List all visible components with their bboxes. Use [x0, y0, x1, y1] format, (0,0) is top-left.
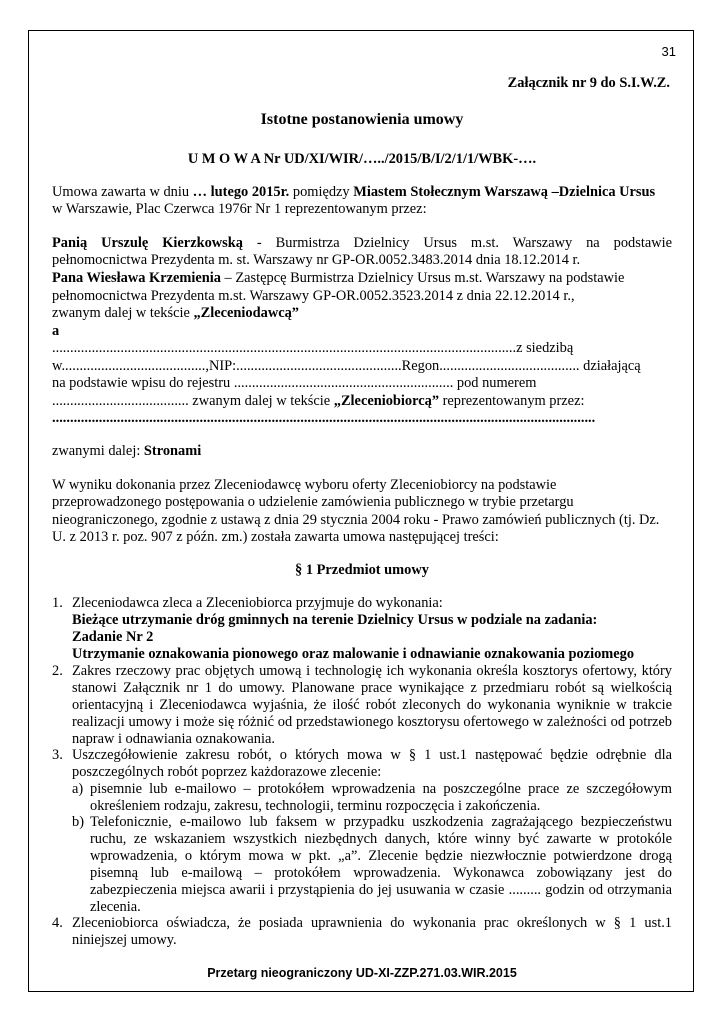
contractor-line-1: .................................................................................................................................z siedzibą: [52, 340, 574, 356]
item-3-text: Uszczegółowienie zakresu robót, o których mowa w § 1 ust.1 następować będzie odrębnie dla poszczególnych robót poprzez każdorazowe zlecenie:: [72, 747, 672, 780]
item-number: 2.: [52, 663, 63, 679]
item-number: 1.: [52, 595, 63, 611]
rep2-line-3: zwanym dalej w tekście „Zleceniodawcą”: [52, 305, 299, 321]
item-1-text: Zleceniodawca zleca a Zleceniobiorca przyjmuje do wykonania:: [72, 595, 443, 611]
sub-item-letter: b): [72, 814, 84, 830]
attachment-label: Załącznik nr 9 do S.I.W.Z.: [507, 75, 670, 91]
item-1-bold-1: Bieżące utrzymanie dróg gminnych na terenie Dzielnicy Ursus w podziale na zadania:: [72, 612, 598, 628]
parties-line: zwanymi dalej: Stronami: [52, 443, 202, 459]
item-1-bold-3: Utrzymanie oznakowania pionowego oraz malowanie i odnawianie oznakowania poziomego: [72, 646, 635, 662]
item-number: 3.: [52, 747, 63, 763]
contractor-line-2: w........................................,NIP:..............................................Regon....................................... działającą: [52, 358, 641, 374]
page-footer: Przetarg nieograniczony UD-XI-ZZP.271.03.WIR.2015: [207, 966, 517, 980]
preamble-line-4: U. z 2013 r. poz. 907 z późn. zm.) została zawarta umowa następującej treści:: [52, 529, 499, 545]
contract-number: U M O W A Nr UD/XI/WIR/…../2015/B/I/2/1/1/WBK-….: [187, 151, 537, 167]
intro-line-1: Umowa zawarta w dniu … lutego 2015r. pomiędzy Miastem Stołecznym Warszawą –Dzielnica Ursus: [52, 184, 656, 200]
rep1-line-2: pełnomocnictwa Prezydenta m. st. Warszawy nr GP-OR.0052.3483.2014 dnia 18.12.2014 r.: [52, 252, 581, 268]
contractor-line-5: .......................................................................................................................................................: [52, 410, 596, 426]
sub-item-a-text: pisemnie lub e-mailowo – protokółem wprowadzenia na poszczególne prace ze szczegółowym określeniem rodzaju, zakresu, technologii, terminu rozpoczęcia i zakończenia.: [90, 781, 672, 814]
preamble-line-2: przeprowadzonego postępowania o udzielenie zamówienia publicznego w trybie przetargu: [52, 494, 574, 510]
item-4-text: Zleceniobiorca oświadcza, że posiada uprawnienia do wykonania prac określonych w § 1 ust.1 niniejszej umowy.: [72, 915, 672, 948]
preamble-line-1: W wyniku dokonania przez Zleceniodawcę wyboru oferty Zleceniobiorcy na podstawie: [52, 477, 557, 493]
item-number: 4.: [52, 915, 63, 931]
page-number: 31: [661, 44, 676, 59]
item-1-bold-2: Zadanie Nr 2: [72, 629, 154, 645]
conjunction-a: a: [52, 323, 60, 339]
preamble-line-3: nieograniczonego, zgodnie z ustawą z dnia 29 stycznia 2004 roku - Prawo zamówień publicznych (tj. Dz.: [52, 512, 660, 528]
intro-line-2: w Warszawie, Plac Czerwca 1976r Nr 1 reprezentowanym przez:: [52, 201, 427, 217]
contractor-line-4: ...................................... zwanym dalej w tekście „Zleceniobiorcą” reprezentowanym przez:: [52, 393, 585, 409]
rep1-line-1: Panią Urszulę Kierzkowską - Burmistrza Dzielnicy Ursus m.st. Warszawy na podstawie: [52, 235, 672, 251]
rep2-line-2: pełnomocnictwa Prezydenta m.st. Warszawy GP-OR.0052.3523.2014 z dnia 22.12.2014 r.,: [52, 288, 575, 304]
rep2-line-1: Pana Wiesława Krzemienia – Zastępcę Burmistrza Dzielnicy Ursus m.st. Warszawy na podstawie: [52, 270, 625, 286]
item-2-text: Zakres rzeczowy prac objętych umową i technologię ich wykonania określa kosztorys ofertowy, który stanowi Załącznik nr 1 do umowy. Planowane prace wynikające z przedmiaru robót są wielkością orientacyjną i Zleceniodawca wyjaśnia, że ilość robót zleconych do wykonania wyniknie w trakcie realizacji umowy i może się różnić od przedstawionego kosztorysu ofertowego w zależności od potrzeb napraw i odnawiania oznakowania.: [72, 663, 672, 747]
sub-item-letter: a): [72, 781, 84, 797]
sub-item-b-text: Telefonicznie, e-mailowo lub faksem w przypadku uszkodzenia zagrażającego bezpieczeństwu ruchu, ze wskazaniem wszystkich niezbędnych danych, które winny być zawarte w protokóle wprowadzenia, o którym mowa w pkt. „a”. Zlecenie będzie niezwłocznie potwierdzone drogą pisemną lub e-mailową – protokółem wprowadzenia. Wykonawca zobowiązany jest do zabezpieczenia miejsca awarii i przystąpienia do jej usuwania w czasie ......... godzin od otrzymania zlecenia.: [90, 814, 672, 915]
section-1-heading: § 1 Przedmiot umowy: [295, 562, 429, 578]
document-title: Istotne postanowienia umowy: [260, 111, 464, 128]
contractor-line-3: na podstawie wpisu do rejestru ............................................................. pod numerem: [52, 375, 537, 391]
